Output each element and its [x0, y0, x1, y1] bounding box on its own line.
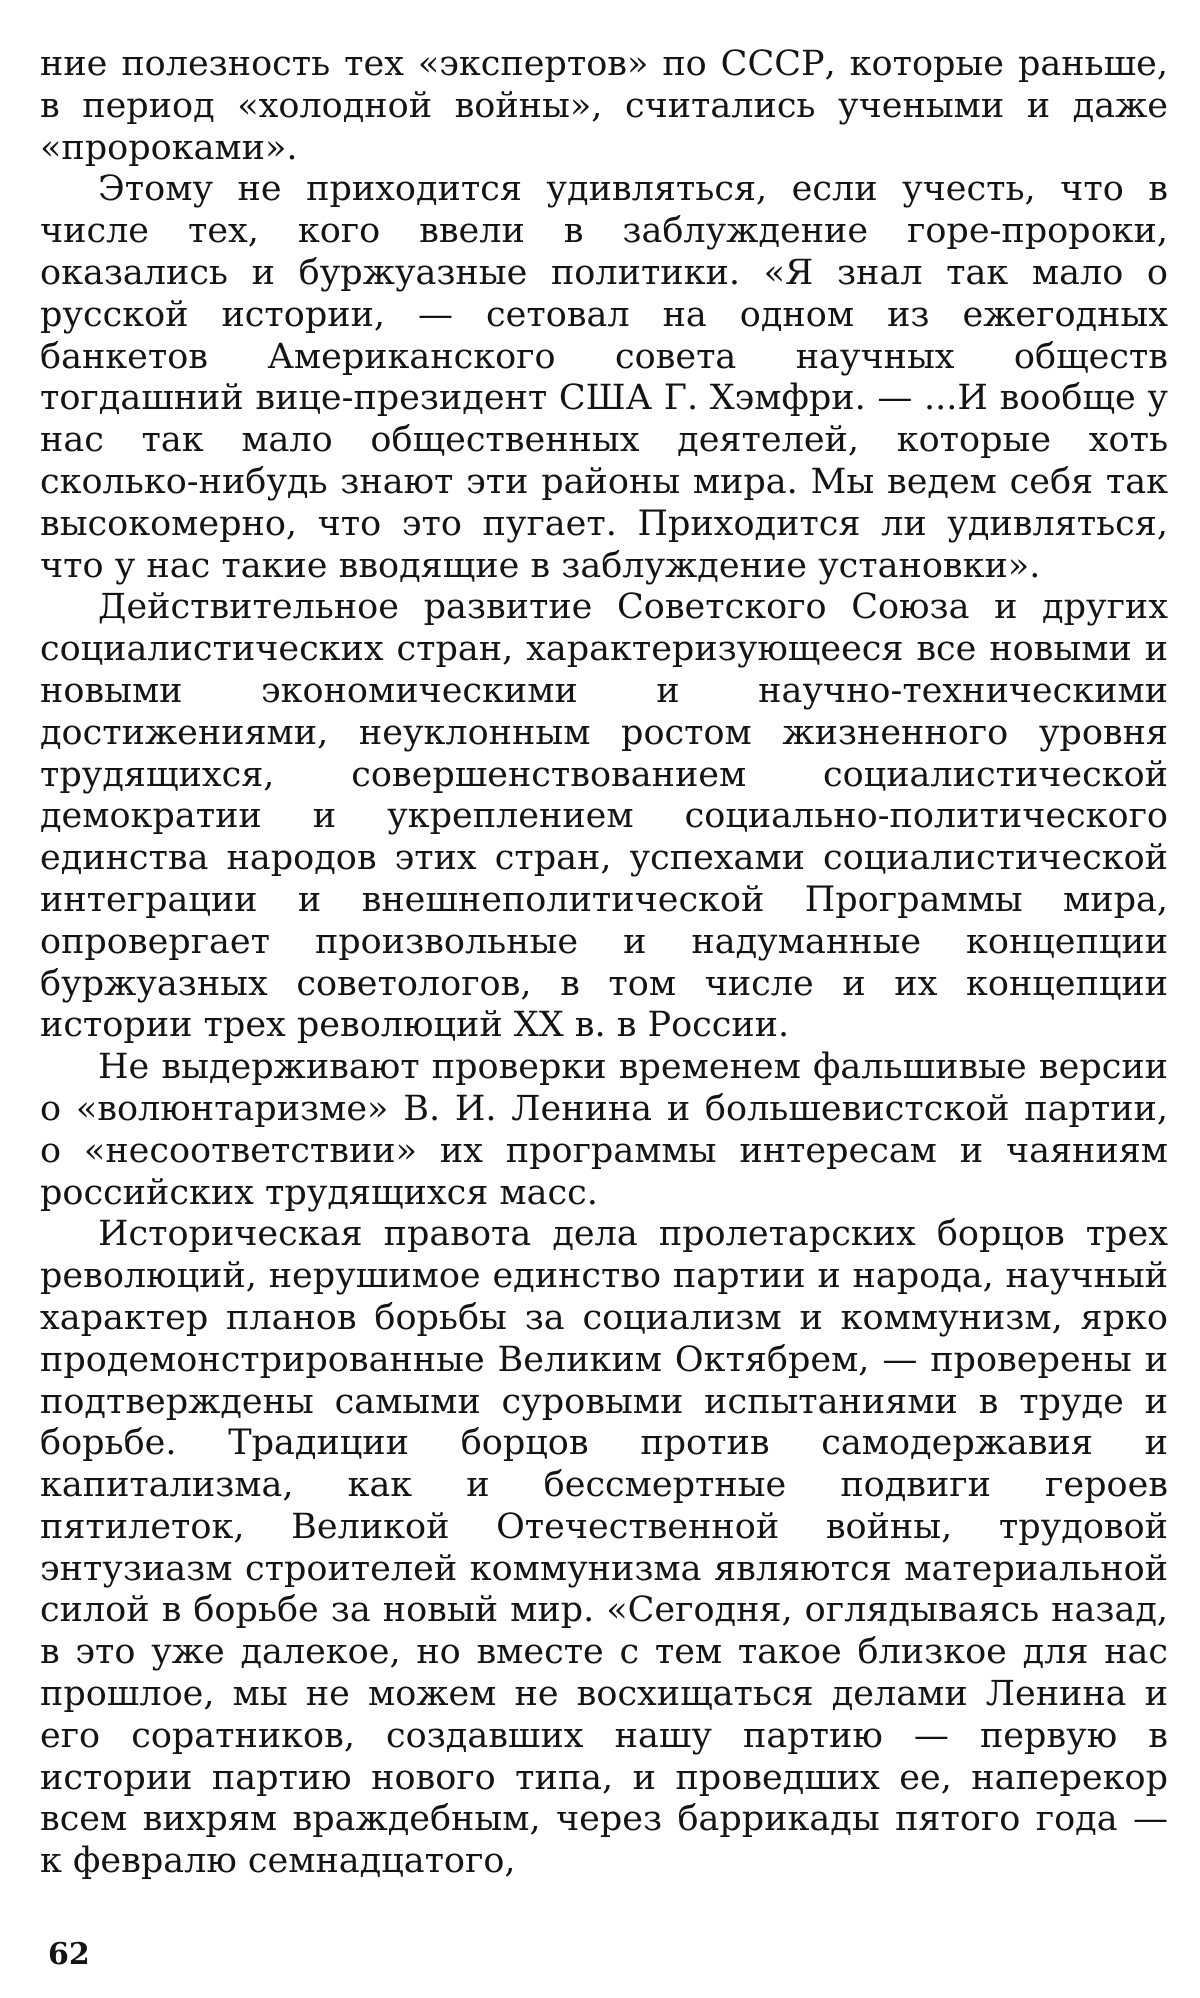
page-body — [40, 44, 1168, 1883]
paragraph-1: ние полезность тех «экспертов» по СССР, которые раньше, в период «холодной войны», считались учеными и даже «пророками». — [40, 44, 1168, 168]
paragraph-4: Не выдерживают проверки временем фальшивые версии о «волюнтаризме» В. И. Ленина и большевистской партии, о «несоответствии» их программы интересам и чаяниям российских трудящихся масс. — [40, 1047, 1168, 1213]
paragraph-3: Действительное развитие Советского Союза и других социалистических стран, характеризующееся все новыми и новыми экономическими и научно-техническими достижениями, неуклонным ростом жизненного уровня трудящихся, совершенствованием социалистической демократии и укреплением социально-политического единства народов этих стран, успехами социалистической интеграции и внешнеполитической Программы мира, опровергает произвольные и надуманные концепции буржуазных советологов, в том числе и их концепции истории трех революций XX в. в России. — [40, 587, 1168, 1046]
paragraph-5: Историческая правота дела пролетарских борцов трех революций, нерушимое единство партии и народа, научный характер планов борьбы за социализм и коммунизм, ярко продемонстрированные Великим Октябрем, — проверены и подтверждены самыми суровыми испытаниями в труде и борьбе. Традиции борцов против самодержавия и капитализма, как и бессмертные подвиги героев пятилеток, Великой Отечественной войны, трудовой энтузиазм строителей коммунизма являются материальной силой в борьбе за новый мир. «Сегодня, оглядываясь назад, в это уже далекое, но вместе с тем такое близкое для нас прошлое, мы не можем не восхищаться делами Ленина и его соратников, создавших нашу партию — первую в истории партию нового типа, и проведших ее, наперекор всем вихрям враждебным, через баррикады пятого года — к февралю семнадцатого, — [40, 1214, 1168, 1882]
page-number: 62 — [48, 1937, 90, 1972]
paragraph-2: Этому не приходится удивляться, если учесть, что в числе тех, кого ввели в заблуждение горе-пророки, оказались и буржуазные политики. «Я знал так мало о русской истории, — сетовал на одном из ежегодных банкетов Американского совета научных обществ тогдашний вице-президент США Г. Хэмфри. — ...И вообще у нас так мало общественных деятелей, которые хоть сколько-нибудь знают эти районы мира. Мы ведем себя так высокомерно, что это пугает. Приходится ли удивляться, что у нас такие вводящие в заблуждение установки». — [40, 169, 1168, 586]
